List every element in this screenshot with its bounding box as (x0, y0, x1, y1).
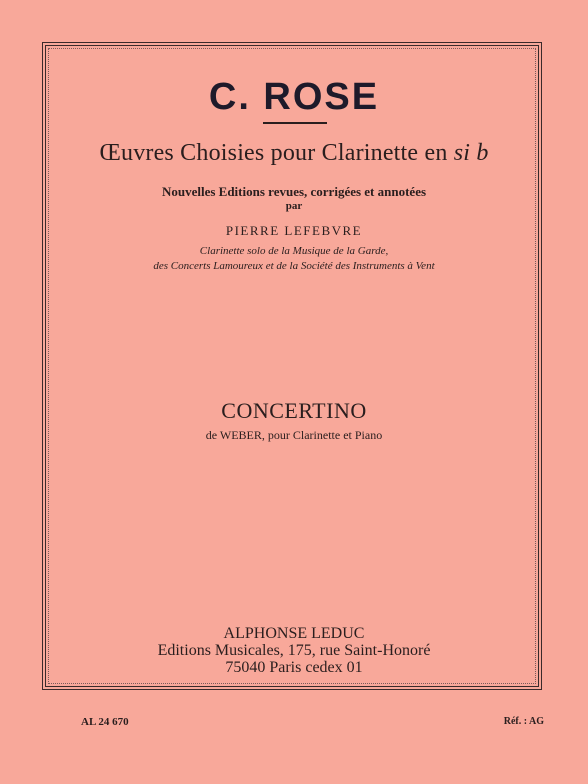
work-title: CONCERTINO (221, 398, 367, 423)
catalog-number: AL 24 670 (81, 716, 129, 728)
credentials-line-2: des Concerts Lamoureux et de la Société des Instruments à Vent (153, 260, 435, 272)
series-title (0, 140, 588, 167)
by-label: par (285, 200, 303, 212)
work-subtitle: de WEBER, pour Clarinette et Piano (205, 428, 383, 442)
publisher-address-line-1: Editions Musicales, 175, rue Saint-Honoré (157, 642, 431, 659)
publisher-name: ALPHONSE LEDUC (223, 625, 365, 642)
credentials-line-1: Clarinette solo de la Musique de la Garde, (199, 245, 389, 257)
publisher-address-line-2: 75040 Paris cedex 01 (225, 659, 363, 676)
reference-code: Réf. : AG (503, 716, 544, 727)
series-title-main: Œuvres Choisies pour Clarinette en (99, 140, 448, 166)
editor-name: PIERRE LEFEBVRE (225, 223, 363, 238)
series-title-key: si b (453, 140, 489, 166)
editor-credentials (0, 244, 588, 274)
title-divider (263, 122, 327, 124)
series-subtitle: Nouvelles Editions revues, corrigées et annotées (161, 184, 427, 199)
composer-name: C. ROSE (208, 76, 380, 118)
publisher-block (0, 625, 588, 676)
